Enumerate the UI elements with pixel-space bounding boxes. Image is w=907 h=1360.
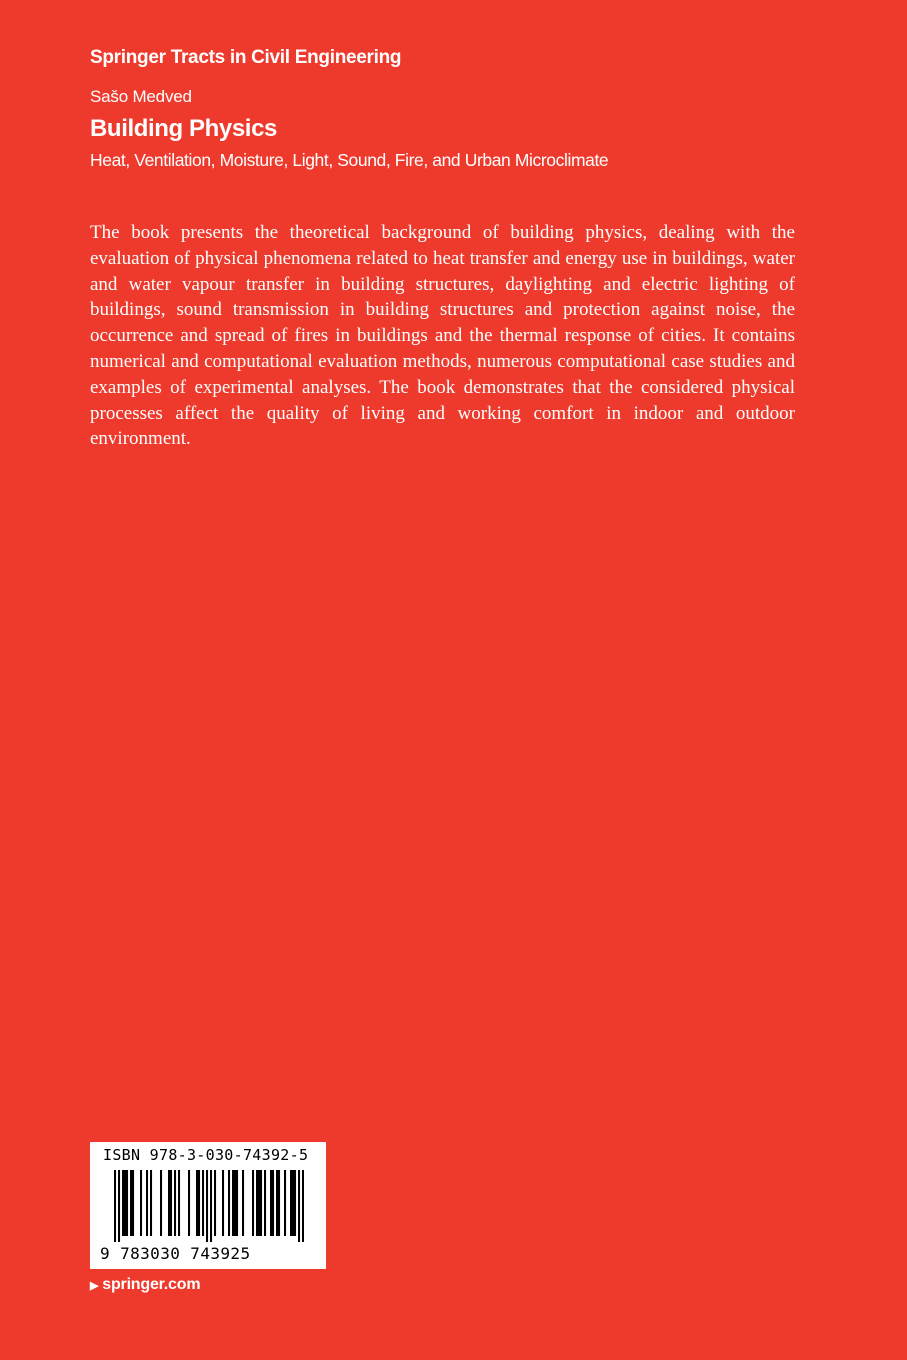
- barcode-bar: [272, 1170, 274, 1236]
- barcode-bar: [206, 1170, 208, 1242]
- barcode-bar: [252, 1170, 254, 1236]
- barcode-bar: [256, 1170, 258, 1236]
- barcode-bar: [118, 1170, 120, 1242]
- barcode-bar: [114, 1170, 116, 1242]
- triangle-right-icon: ▶: [90, 1279, 99, 1292]
- barcode-bar: [126, 1170, 128, 1236]
- barcode-bar: [124, 1170, 126, 1236]
- barcode-bar: [122, 1170, 124, 1236]
- barcode-bar: [130, 1170, 132, 1236]
- barcode-bar: [284, 1170, 286, 1236]
- barcode-bar: [150, 1170, 152, 1236]
- barcode-bar: [270, 1170, 272, 1236]
- barcode-bar: [236, 1170, 238, 1236]
- barcode-bar: [170, 1170, 172, 1236]
- barcode-bar: [276, 1170, 278, 1236]
- barcode-bar: [168, 1170, 170, 1236]
- barcode-bar: [222, 1170, 224, 1236]
- barcode-bar: [302, 1170, 304, 1242]
- book-subtitle: Heat, Ventilation, Moisture, Light, Sound, Fire, and Urban Microclimate: [90, 150, 609, 170]
- barcode-bar: [196, 1170, 198, 1236]
- barcode-bar: [260, 1170, 262, 1236]
- barcode-bar: [242, 1170, 244, 1236]
- series-name: Springer Tracts in Civil Engineering: [90, 47, 402, 68]
- book-description: The book presents the theoretical background of building physics, dealing with the evaluation of physical phenomena related to heat transfer and energy use in buildings, water and water vapour transfer in building structures, daylighting and electric lighting of buildings, sound transmission in building structures and protection against noise, the occurrence and spread of fires in buildings and the thermal response of cities. It contains numerical and computational evaluation methods, numerous computational case studies and examples of experimental analyses. The book demonstrates that the considered physical processes affect the quality of living and working comfort in indoor and outdoor environment.: [90, 222, 795, 450]
- barcode-bar: [232, 1170, 234, 1236]
- barcode-bar: [292, 1170, 294, 1236]
- barcode-bar: [290, 1170, 292, 1236]
- springer-link-text: springer.com: [102, 1276, 201, 1293]
- springer-link[interactable]: [90, 1276, 200, 1294]
- barcode-bars: [114, 1170, 304, 1242]
- barcode-digits: 9 783030 743925: [100, 1244, 251, 1263]
- isbn-label: ISBN 978-3-030-74392-5: [103, 1146, 309, 1164]
- barcode-bar: [160, 1170, 162, 1236]
- barcode-bar: [146, 1170, 148, 1236]
- barcode-bar: [198, 1170, 200, 1236]
- author-name: Sašo Medved: [90, 87, 192, 106]
- barcode-bar: [132, 1170, 134, 1236]
- barcode-bar: [228, 1170, 230, 1236]
- barcode-bar: [264, 1170, 266, 1236]
- barcode-bar: [234, 1170, 236, 1236]
- barcode-bar: [210, 1170, 212, 1242]
- barcode-bar: [298, 1170, 300, 1242]
- barcode-bar: [140, 1170, 142, 1236]
- isbn-barcode: [90, 1142, 326, 1269]
- barcode-bar: [214, 1170, 216, 1236]
- barcode-bar: [178, 1170, 180, 1236]
- barcode-bar: [258, 1170, 260, 1236]
- barcode-bar: [294, 1170, 296, 1236]
- barcode-bar: [174, 1170, 176, 1236]
- barcode-bar: [188, 1170, 190, 1236]
- barcode-bar: [278, 1170, 280, 1236]
- book-title: Building Physics: [90, 115, 277, 142]
- barcode-bar: [202, 1170, 204, 1236]
